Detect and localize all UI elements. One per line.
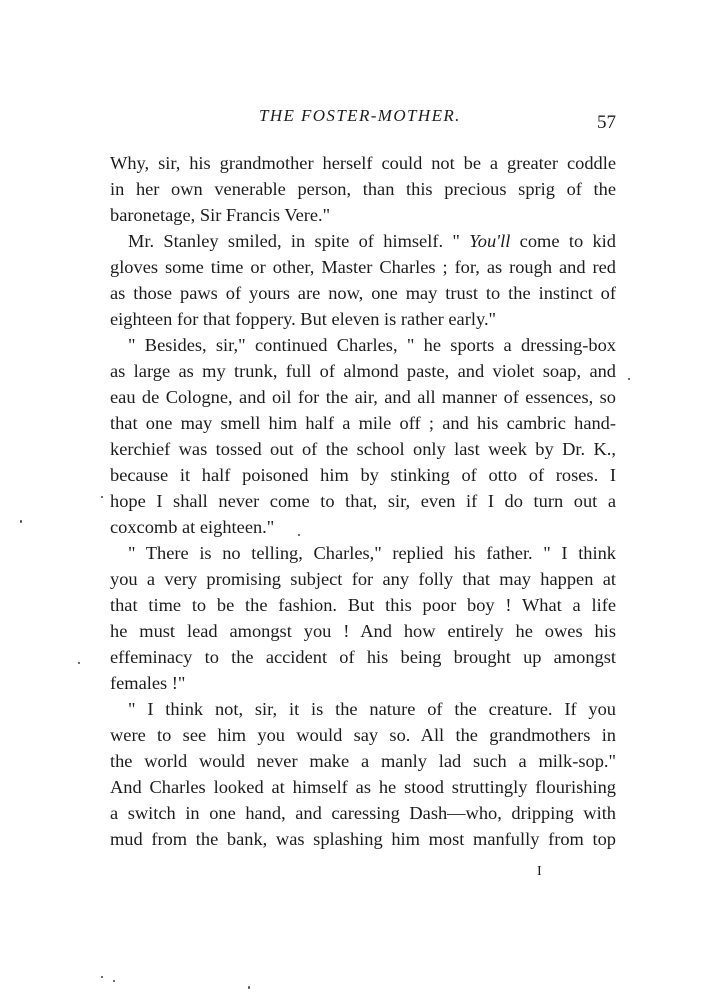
text-line: that one may smell him half a mile off ; and his cambric hand-	[110, 413, 616, 433]
text-line: kerchief was tossed out of the school only last week by Dr. K.,	[110, 439, 616, 459]
text-line: hope I shall never come to that, sir, even if I do turn out a	[110, 491, 616, 511]
signature-mark: I	[537, 864, 542, 879]
text-line: that time to be the fashion. But this poor boy ! What a life	[110, 595, 616, 615]
scan-speck	[101, 496, 103, 498]
page-number: 57	[597, 112, 616, 133]
text-line: because it half poisoned him by stinking of otto of roses. I	[110, 465, 616, 485]
text-line: he must lead amongst you ! And how entirely he owes his	[110, 621, 616, 641]
text-line: as those paws of yours are now, one may trust to the instinct of	[110, 283, 616, 303]
text-line: eighteen for that foppery. But eleven is rather early."	[110, 309, 497, 329]
text-line: gloves some time or other, Master Charles ; for, as rough and red	[110, 257, 616, 277]
text-line: the world would never make a manly lad such a milk-sop."	[110, 751, 616, 771]
text-line: in her own venerable person, than this precious sprig of the	[110, 179, 616, 199]
text-line: effeminacy to the accident of his being brought up amongst	[110, 647, 616, 667]
scan-speck	[101, 976, 103, 978]
text-line: And Charles looked at himself as he stood struttingly flourishing	[110, 777, 616, 797]
text-line: baronetage, Sir Francis Vere."	[110, 205, 331, 225]
text-line: females !"	[110, 673, 186, 693]
text-line: Why, sir, his grandmother herself could not be a greater coddle	[110, 153, 616, 173]
scan-speck	[113, 980, 115, 982]
text-line: you a very promising subject for any folly that may happen at	[110, 569, 616, 589]
text-line: were to see him you would say so. All the grandmothers in	[110, 725, 616, 745]
scan-speck	[628, 378, 630, 380]
text-line: " I think not, sir, it is the nature of the creature. If you	[128, 699, 616, 719]
scan-speck	[298, 534, 300, 536]
text-line: as large as my trunk, full of almond paste, and violet soap, and	[110, 361, 616, 381]
scan-speck	[248, 986, 250, 989]
body-text	[110, 150, 616, 852]
text-line: mud from the bank, was splashing him most manfully from top	[110, 829, 616, 849]
text-line: coxcomb at eighteen."	[110, 517, 275, 537]
text-line: a switch in one hand, and caressing Dash—who, dripping with	[110, 803, 616, 823]
scan-speck	[78, 662, 80, 664]
text-line: " Besides, sir," continued Charles, " he sports a dressing-box	[128, 335, 616, 355]
scan-speck	[20, 520, 22, 523]
text-line: " There is no telling, Charles," replied his father. " I think	[128, 543, 616, 563]
running-head: THE FOSTER-MOTHER.	[259, 106, 461, 125]
text-line: Mr. Stanley smiled, in spite of himself. " You'll come to kid	[128, 231, 616, 251]
text-line: eau de Cologne, and oil for the air, and all manner of essences, so	[110, 387, 616, 407]
